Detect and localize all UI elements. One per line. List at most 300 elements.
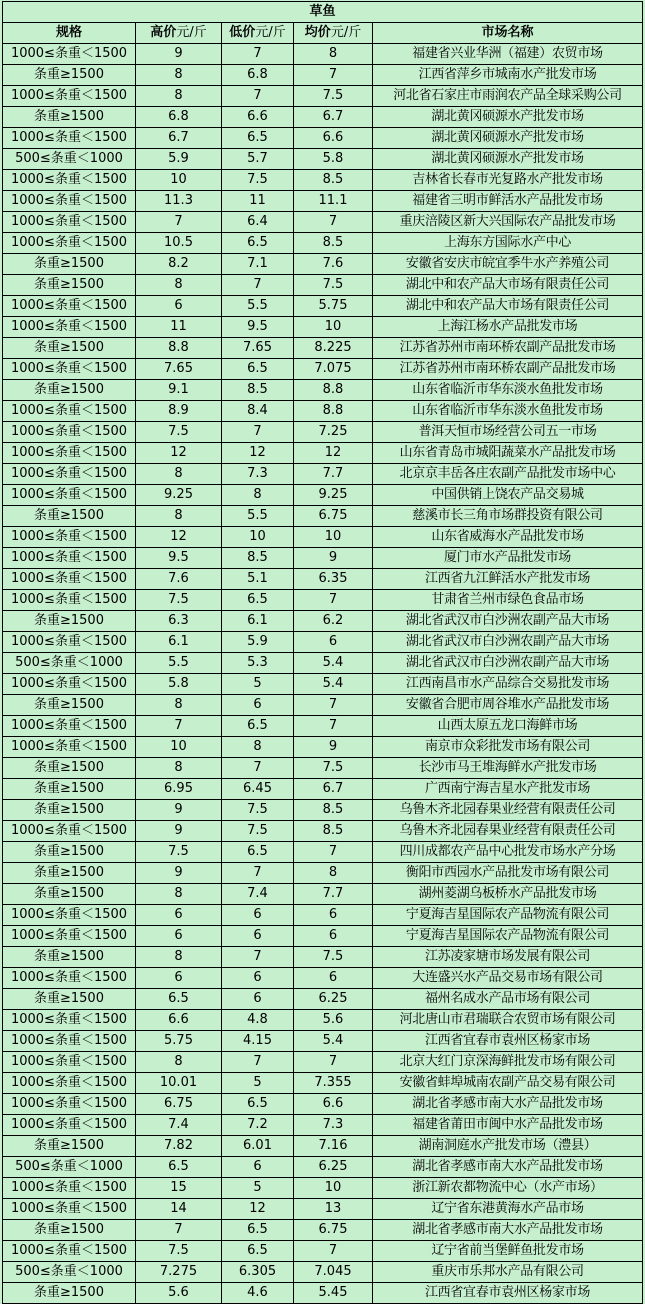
spec-cell: 1000≤条重＜1500 bbox=[3, 401, 136, 422]
table-row bbox=[3, 737, 643, 758]
table-row bbox=[3, 1220, 643, 1241]
low-price-cell: 5.9 bbox=[222, 632, 294, 653]
high-price-cell: 8 bbox=[136, 758, 222, 779]
table-row bbox=[3, 464, 643, 485]
market-cell: 河北唐山市君瑞联合农贸市场有限公司 bbox=[373, 1010, 643, 1031]
spec-cell: 1000≤条重＜1500 bbox=[3, 443, 136, 464]
avg-price-cell: 6.7 bbox=[294, 107, 373, 128]
high-price-cell: 6.6 bbox=[136, 1010, 222, 1031]
avg-price-cell: 8.8 bbox=[294, 380, 373, 401]
avg-price-cell: 9 bbox=[294, 737, 373, 758]
high-price-cell: 8.8 bbox=[136, 338, 222, 359]
table-row bbox=[3, 443, 643, 464]
market-cell: 福建省莆田市闽中水产品批发市场 bbox=[373, 1115, 643, 1136]
avg-price-cell: 5.6 bbox=[294, 1010, 373, 1031]
avg-price-cell: 8.225 bbox=[294, 338, 373, 359]
spec-cell: 1000≤条重＜1500 bbox=[3, 1052, 136, 1073]
market-cell: 湖北省孝感市南大水产品批发市场 bbox=[373, 1157, 643, 1178]
spec-cell: 1000≤条重＜1500 bbox=[3, 233, 136, 254]
high-price-cell: 6 bbox=[136, 968, 222, 989]
table-row bbox=[3, 842, 643, 863]
spec-cell: 1000≤条重＜1500 bbox=[3, 1178, 136, 1199]
high-price-cell: 9.25 bbox=[136, 485, 222, 506]
avg-price-cell: 7 bbox=[294, 1052, 373, 1073]
high-price-cell: 9 bbox=[136, 800, 222, 821]
spec-cell: 条重≥1500 bbox=[3, 611, 136, 632]
low-price-cell: 5 bbox=[222, 1178, 294, 1199]
avg-price-cell: 8 bbox=[294, 863, 373, 884]
header-high-label: 高价 bbox=[150, 25, 177, 40]
high-price-cell: 8 bbox=[136, 884, 222, 905]
avg-price-cell: 7 bbox=[294, 716, 373, 737]
spec-cell: 条重≥1500 bbox=[3, 884, 136, 905]
market-cell: 宁夏海吉星国际农产品物流有限公司 bbox=[373, 905, 643, 926]
low-price-cell: 11 bbox=[222, 191, 294, 212]
high-price-cell: 8 bbox=[136, 1052, 222, 1073]
table-row bbox=[3, 149, 643, 170]
spec-cell: 1000≤条重＜1500 bbox=[3, 737, 136, 758]
table-row bbox=[3, 569, 643, 590]
spec-cell: 条重≥1500 bbox=[3, 842, 136, 863]
avg-price-cell: 7.5 bbox=[294, 947, 373, 968]
high-price-cell: 10.01 bbox=[136, 1073, 222, 1094]
table-row bbox=[3, 695, 643, 716]
spec-cell: 条重≥1500 bbox=[3, 947, 136, 968]
low-price-cell: 6.45 bbox=[222, 779, 294, 800]
header-avg-price bbox=[294, 23, 373, 44]
low-price-cell: 5.3 bbox=[222, 653, 294, 674]
low-price-cell: 5.1 bbox=[222, 569, 294, 590]
table-row bbox=[3, 254, 643, 275]
table-row bbox=[3, 233, 643, 254]
market-cell: 江西省宜春市袁州区杨家市场 bbox=[373, 1283, 643, 1304]
low-price-cell: 5.7 bbox=[222, 149, 294, 170]
table-row bbox=[3, 716, 643, 737]
market-cell: 北京大红门京深海鲜批发市场有限公司 bbox=[373, 1052, 643, 1073]
avg-price-cell: 7 bbox=[294, 1241, 373, 1262]
high-price-cell: 8 bbox=[136, 86, 222, 107]
spec-cell: 条重≥1500 bbox=[3, 800, 136, 821]
header-low-label: 低价 bbox=[229, 25, 256, 40]
spec-cell: 1000≤条重＜1500 bbox=[3, 968, 136, 989]
market-cell: 湖北省武汉市白沙洲农副产品大市场 bbox=[373, 653, 643, 674]
table-row bbox=[3, 338, 643, 359]
table-row bbox=[3, 758, 643, 779]
low-price-cell: 5 bbox=[222, 674, 294, 695]
low-price-cell: 6.5 bbox=[222, 233, 294, 254]
market-cell: 广西南宁海吉星水产批发市场 bbox=[373, 779, 643, 800]
spec-cell: 条重≥1500 bbox=[3, 695, 136, 716]
market-cell: 江苏凌家塘市场发展有限公司 bbox=[373, 947, 643, 968]
high-price-cell: 10 bbox=[136, 737, 222, 758]
table-row bbox=[3, 611, 643, 632]
low-price-cell: 9.5 bbox=[222, 317, 294, 338]
low-price-cell: 7.4 bbox=[222, 884, 294, 905]
low-price-cell: 6.1 bbox=[222, 611, 294, 632]
avg-price-cell: 7.045 bbox=[294, 1262, 373, 1283]
avg-price-cell: 6.2 bbox=[294, 611, 373, 632]
header-high-price bbox=[136, 23, 222, 44]
market-cell: 福州名成水产品市场有限公司 bbox=[373, 989, 643, 1010]
spec-cell: 1000≤条重＜1500 bbox=[3, 1010, 136, 1031]
spec-cell: 1000≤条重＜1500 bbox=[3, 590, 136, 611]
header-spec bbox=[3, 23, 136, 44]
spec-cell: 条重≥1500 bbox=[3, 506, 136, 527]
low-price-cell: 7 bbox=[222, 758, 294, 779]
avg-price-cell: 7.7 bbox=[294, 464, 373, 485]
market-cell: 安徽省合肥市周谷堆水产品批发市场 bbox=[373, 695, 643, 716]
low-price-cell: 6 bbox=[222, 989, 294, 1010]
table-row bbox=[3, 191, 643, 212]
low-price-cell: 4.6 bbox=[222, 1283, 294, 1304]
market-cell: 福建省三明市鲜活水产品批发市场 bbox=[373, 191, 643, 212]
spec-cell: 1000≤条重＜1500 bbox=[3, 1199, 136, 1220]
avg-price-cell: 6 bbox=[294, 632, 373, 653]
spec-cell: 条重≥1500 bbox=[3, 254, 136, 275]
spec-cell: 500≤条重＜1000 bbox=[3, 653, 136, 674]
high-price-cell: 7 bbox=[136, 212, 222, 233]
low-price-cell: 6 bbox=[222, 905, 294, 926]
market-cell: 浙江新农都物流中心（水产市场） bbox=[373, 1178, 643, 1199]
spec-cell: 1000≤条重＜1500 bbox=[3, 1241, 136, 1262]
header-spec-label: 规格 bbox=[55, 25, 82, 40]
table-row bbox=[3, 128, 643, 149]
avg-price-cell: 6 bbox=[294, 968, 373, 989]
spec-cell: 条重≥1500 bbox=[3, 338, 136, 359]
spec-cell: 1000≤条重＜1500 bbox=[3, 527, 136, 548]
high-price-cell: 11.3 bbox=[136, 191, 222, 212]
market-cell: 甘肃省兰州市绿色食品市场 bbox=[373, 590, 643, 611]
market-cell: 辽宁省东港黄海水产品市场 bbox=[373, 1199, 643, 1220]
table-row bbox=[3, 359, 643, 380]
high-price-cell: 5.75 bbox=[136, 1031, 222, 1052]
market-cell: 宁夏海吉星国际农产品物流有限公司 bbox=[373, 926, 643, 947]
table-row bbox=[3, 422, 643, 443]
high-price-cell: 8.2 bbox=[136, 254, 222, 275]
market-cell: 江西省萍乡市城南水产批发市场 bbox=[373, 65, 643, 86]
market-cell: 河北省石家庄市雨润农产品全球采购公司 bbox=[373, 86, 643, 107]
spec-cell: 1000≤条重＜1500 bbox=[3, 1115, 136, 1136]
high-price-cell: 5.9 bbox=[136, 149, 222, 170]
market-cell: 湖北中和农产品大市场有限责任公司 bbox=[373, 275, 643, 296]
spec-cell: 条重≥1500 bbox=[3, 1136, 136, 1157]
high-price-cell: 7.6 bbox=[136, 569, 222, 590]
title-row bbox=[3, 2, 643, 23]
high-price-cell: 14 bbox=[136, 1199, 222, 1220]
avg-price-cell: 7.5 bbox=[294, 758, 373, 779]
avg-price-cell: 7 bbox=[294, 590, 373, 611]
high-price-cell: 6.8 bbox=[136, 107, 222, 128]
market-cell: 重庆市乐邦水产品有限公司 bbox=[373, 1262, 643, 1283]
table-row bbox=[3, 884, 643, 905]
avg-price-cell: 7.3 bbox=[294, 1115, 373, 1136]
spec-cell: 条重≥1500 bbox=[3, 758, 136, 779]
low-price-cell: 4.15 bbox=[222, 1031, 294, 1052]
table-row bbox=[3, 653, 643, 674]
low-price-cell: 6.305 bbox=[222, 1262, 294, 1283]
table-row bbox=[3, 401, 643, 422]
avg-price-cell: 7.355 bbox=[294, 1073, 373, 1094]
avg-price-cell: 7.5 bbox=[294, 275, 373, 296]
high-price-cell: 7.65 bbox=[136, 359, 222, 380]
market-cell: 湖北省武汉市白沙洲农副产品大市场 bbox=[373, 611, 643, 632]
low-price-cell: 6 bbox=[222, 968, 294, 989]
header-row bbox=[3, 23, 643, 44]
high-price-cell: 9 bbox=[136, 44, 222, 65]
low-price-cell: 8 bbox=[222, 737, 294, 758]
table-row bbox=[3, 548, 643, 569]
high-price-cell: 8.9 bbox=[136, 401, 222, 422]
table-row bbox=[3, 590, 643, 611]
table-row bbox=[3, 380, 643, 401]
table-row bbox=[3, 317, 643, 338]
spec-cell: 条重≥1500 bbox=[3, 1220, 136, 1241]
avg-price-cell: 5.4 bbox=[294, 1031, 373, 1052]
table-row bbox=[3, 506, 643, 527]
high-price-cell: 6.5 bbox=[136, 1157, 222, 1178]
low-price-cell: 6.5 bbox=[222, 128, 294, 149]
low-price-cell: 7 bbox=[222, 275, 294, 296]
table-row bbox=[3, 1010, 643, 1031]
high-price-cell: 12 bbox=[136, 527, 222, 548]
low-price-cell: 8 bbox=[222, 485, 294, 506]
market-cell: 重庆涪陵区新大兴国际农产品批发市场 bbox=[373, 212, 643, 233]
spec-cell: 条重≥1500 bbox=[3, 863, 136, 884]
avg-price-cell: 7.25 bbox=[294, 422, 373, 443]
market-cell: 江苏省苏州市南环桥农副产品批发市场 bbox=[373, 338, 643, 359]
avg-price-cell: 6.75 bbox=[294, 1220, 373, 1241]
avg-price-cell: 6.7 bbox=[294, 779, 373, 800]
spec-cell: 条重≥1500 bbox=[3, 989, 136, 1010]
table-title: 草鱼 bbox=[3, 2, 643, 23]
table-row bbox=[3, 632, 643, 653]
high-price-cell: 6.1 bbox=[136, 632, 222, 653]
market-cell: 四川成都农产品中心批发市场水产分场 bbox=[373, 842, 643, 863]
high-price-cell: 5.5 bbox=[136, 653, 222, 674]
table-row bbox=[3, 1283, 643, 1304]
header-market bbox=[373, 23, 643, 44]
avg-price-cell: 7.16 bbox=[294, 1136, 373, 1157]
spec-cell: 条重≥1500 bbox=[3, 275, 136, 296]
avg-price-cell: 8.5 bbox=[294, 170, 373, 191]
spec-cell: 1000≤条重＜1500 bbox=[3, 632, 136, 653]
market-cell: 衡阳市西园水产品批发市场有限公司 bbox=[373, 863, 643, 884]
high-price-cell: 9 bbox=[136, 821, 222, 842]
spec-cell: 1000≤条重＜1500 bbox=[3, 1031, 136, 1052]
high-price-cell: 7.4 bbox=[136, 1115, 222, 1136]
high-price-cell: 11 bbox=[136, 317, 222, 338]
market-cell: 辽宁省前当堡鲜鱼批发市场 bbox=[373, 1241, 643, 1262]
spec-cell: 1000≤条重＜1500 bbox=[3, 422, 136, 443]
table-row bbox=[3, 821, 643, 842]
market-cell: 湖北黄冈硕源水产批发市场 bbox=[373, 107, 643, 128]
market-cell: 山东省临沂市华东淡水鱼批发市场 bbox=[373, 380, 643, 401]
low-price-cell: 6.8 bbox=[222, 65, 294, 86]
low-price-cell: 6.4 bbox=[222, 212, 294, 233]
avg-price-cell: 9 bbox=[294, 548, 373, 569]
high-price-cell: 5.8 bbox=[136, 674, 222, 695]
low-price-cell: 8.5 bbox=[222, 380, 294, 401]
avg-price-cell: 8.5 bbox=[294, 233, 373, 254]
avg-price-cell: 5.4 bbox=[294, 653, 373, 674]
spec-cell: 1000≤条重＜1500 bbox=[3, 569, 136, 590]
high-price-cell: 7 bbox=[136, 716, 222, 737]
spec-cell: 条重≥1500 bbox=[3, 779, 136, 800]
market-cell: 山东省青岛市城阳蔬菜水产品批发市场 bbox=[373, 443, 643, 464]
market-cell: 南京市众彩批发市场有限公司 bbox=[373, 737, 643, 758]
table-row bbox=[3, 212, 643, 233]
avg-price-cell: 6.6 bbox=[294, 1094, 373, 1115]
high-price-cell: 6.75 bbox=[136, 1094, 222, 1115]
spec-cell: 1000≤条重＜1500 bbox=[3, 170, 136, 191]
price-table bbox=[2, 1, 643, 1304]
avg-price-cell: 8.5 bbox=[294, 821, 373, 842]
market-cell: 乌鲁木齐北园春果业经营有限责任公司 bbox=[373, 821, 643, 842]
spec-cell: 1000≤条重＜1500 bbox=[3, 905, 136, 926]
market-cell: 北京京丰岳各庄农副产品批发市场中心 bbox=[373, 464, 643, 485]
low-price-cell: 6 bbox=[222, 926, 294, 947]
avg-price-cell: 7.075 bbox=[294, 359, 373, 380]
avg-price-cell: 6.6 bbox=[294, 128, 373, 149]
high-price-cell: 7 bbox=[136, 1220, 222, 1241]
spec-cell: 500≤条重＜1000 bbox=[3, 149, 136, 170]
table-row bbox=[3, 1262, 643, 1283]
market-cell: 江西省九江鲜活水产批发市场 bbox=[373, 569, 643, 590]
market-cell: 福建省兴业华洲（福建）农贸市场 bbox=[373, 44, 643, 65]
market-cell: 江苏省苏州市南环桥农副产品批发市场 bbox=[373, 359, 643, 380]
high-price-cell: 9.1 bbox=[136, 380, 222, 401]
table-row bbox=[3, 1094, 643, 1115]
spec-cell: 1000≤条重＜1500 bbox=[3, 674, 136, 695]
high-price-cell: 9 bbox=[136, 863, 222, 884]
market-cell: 湖北黄冈硕源水产批发市场 bbox=[373, 128, 643, 149]
low-price-cell: 12 bbox=[222, 443, 294, 464]
high-price-cell: 6 bbox=[136, 905, 222, 926]
low-price-cell: 7 bbox=[222, 44, 294, 65]
low-price-cell: 7.65 bbox=[222, 338, 294, 359]
high-price-cell: 7.5 bbox=[136, 590, 222, 611]
low-price-cell: 7.5 bbox=[222, 821, 294, 842]
high-price-cell: 6.5 bbox=[136, 989, 222, 1010]
table-row bbox=[3, 905, 643, 926]
high-price-cell: 10 bbox=[136, 170, 222, 191]
avg-price-cell: 8 bbox=[294, 44, 373, 65]
market-cell: 山西太原五龙口海鲜市场 bbox=[373, 716, 643, 737]
spec-cell: 1000≤条重＜1500 bbox=[3, 926, 136, 947]
market-cell: 湖北省武汉市白沙洲农副产品大市场 bbox=[373, 632, 643, 653]
header-high-unit: 元/斤 bbox=[176, 25, 207, 40]
low-price-cell: 5.5 bbox=[222, 296, 294, 317]
spec-cell: 1000≤条重＜1500 bbox=[3, 548, 136, 569]
avg-price-cell: 6.75 bbox=[294, 506, 373, 527]
avg-price-cell: 7 bbox=[294, 842, 373, 863]
avg-price-cell: 6.25 bbox=[294, 1157, 373, 1178]
high-price-cell: 7.82 bbox=[136, 1136, 222, 1157]
market-cell: 湖北省孝感市南大水产品批发市场 bbox=[373, 1220, 643, 1241]
spec-cell: 1000≤条重＜1500 bbox=[3, 317, 136, 338]
spec-cell: 500≤条重＜1000 bbox=[3, 1157, 136, 1178]
low-price-cell: 6.5 bbox=[222, 1094, 294, 1115]
high-price-cell: 8 bbox=[136, 947, 222, 968]
low-price-cell: 6.6 bbox=[222, 107, 294, 128]
low-price-cell: 7.2 bbox=[222, 1115, 294, 1136]
table-row bbox=[3, 863, 643, 884]
high-price-cell: 6.95 bbox=[136, 779, 222, 800]
low-price-cell: 6 bbox=[222, 695, 294, 716]
spec-cell: 1000≤条重＜1500 bbox=[3, 44, 136, 65]
avg-price-cell: 9.25 bbox=[294, 485, 373, 506]
table-row bbox=[3, 947, 643, 968]
table-row bbox=[3, 485, 643, 506]
low-price-cell: 8.4 bbox=[222, 401, 294, 422]
low-price-cell: 5 bbox=[222, 1073, 294, 1094]
header-avg-label: 均价 bbox=[304, 25, 331, 40]
spec-cell: 条重≥1500 bbox=[3, 65, 136, 86]
market-cell: 上海江杨水产品批发市场 bbox=[373, 317, 643, 338]
avg-price-cell: 5.75 bbox=[294, 296, 373, 317]
avg-price-cell: 8.5 bbox=[294, 800, 373, 821]
avg-price-cell: 7.7 bbox=[294, 884, 373, 905]
high-price-cell: 15 bbox=[136, 1178, 222, 1199]
low-price-cell: 7 bbox=[222, 1052, 294, 1073]
high-price-cell: 6 bbox=[136, 296, 222, 317]
low-price-cell: 7 bbox=[222, 422, 294, 443]
avg-price-cell: 6 bbox=[294, 926, 373, 947]
low-price-cell: 6.5 bbox=[222, 1220, 294, 1241]
low-price-cell: 6.01 bbox=[222, 1136, 294, 1157]
table-row bbox=[3, 86, 643, 107]
header-market-label: 市场名称 bbox=[481, 25, 534, 40]
low-price-cell: 4.8 bbox=[222, 1010, 294, 1031]
spec-cell: 1000≤条重＜1500 bbox=[3, 128, 136, 149]
low-price-cell: 7 bbox=[222, 863, 294, 884]
high-price-cell: 9.5 bbox=[136, 548, 222, 569]
high-price-cell: 8 bbox=[136, 464, 222, 485]
table-row bbox=[3, 65, 643, 86]
spec-cell: 1000≤条重＜1500 bbox=[3, 1073, 136, 1094]
avg-price-cell: 10 bbox=[294, 317, 373, 338]
spec-cell: 条重≥1500 bbox=[3, 1283, 136, 1304]
avg-price-cell: 7 bbox=[294, 65, 373, 86]
spec-cell: 1000≤条重＜1500 bbox=[3, 485, 136, 506]
high-price-cell: 8 bbox=[136, 65, 222, 86]
table-row bbox=[3, 44, 643, 65]
market-cell: 吉林省长春市光复路水产批发市场 bbox=[373, 170, 643, 191]
market-cell: 江西省宜春市袁州区杨家市场 bbox=[373, 1031, 643, 1052]
spec-cell: 条重≥1500 bbox=[3, 380, 136, 401]
market-cell: 湖州菱湖乌板桥水产品批发市场 bbox=[373, 884, 643, 905]
table-body bbox=[3, 44, 643, 1304]
table-row bbox=[3, 968, 643, 989]
spec-cell: 1000≤条重＜1500 bbox=[3, 1094, 136, 1115]
avg-price-cell: 8.8 bbox=[294, 401, 373, 422]
market-cell: 湖南洞庭水产批发市场（澧县） bbox=[373, 1136, 643, 1157]
market-cell: 湖北黄冈硕源水产批发市场 bbox=[373, 149, 643, 170]
table-row bbox=[3, 800, 643, 821]
market-cell: 安徽省蚌埠城南农副产品交易有限公司 bbox=[373, 1073, 643, 1094]
spec-cell: 1000≤条重＜1500 bbox=[3, 212, 136, 233]
market-cell: 大连盛兴水产品交易市场有限公司 bbox=[373, 968, 643, 989]
low-price-cell: 5.5 bbox=[222, 506, 294, 527]
high-price-cell: 7.275 bbox=[136, 1262, 222, 1283]
spec-cell: 1000≤条重＜1500 bbox=[3, 296, 136, 317]
market-cell: 湖北省孝感市南大水产品批发市场 bbox=[373, 1094, 643, 1115]
table-row bbox=[3, 989, 643, 1010]
spec-cell: 1000≤条重＜1500 bbox=[3, 86, 136, 107]
avg-price-cell: 6 bbox=[294, 905, 373, 926]
high-price-cell: 6.7 bbox=[136, 128, 222, 149]
low-price-cell: 6.5 bbox=[222, 590, 294, 611]
